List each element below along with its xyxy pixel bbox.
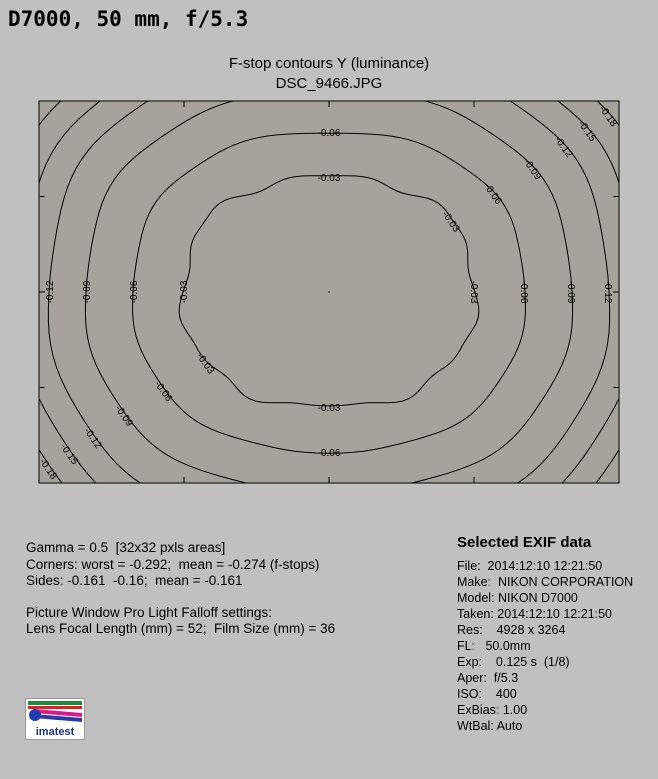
falloff-settings-text: Picture Window Pro Light Falloff settings: — [26, 604, 272, 620]
chart-subtitle: DSC_9466.JPG — [275, 75, 383, 92]
chart-title: F-stop contours Y (luminance) — [228, 55, 430, 72]
gamma-text: Gamma = 0.5 [32x32 pxls areas] — [26, 540, 226, 555]
contour-label: -0.09 — [565, 280, 576, 304]
contour-label: -0.06 — [317, 448, 341, 459]
corners-text: Corners: worst = -0.292; mean = -0.274 (f-stops) — [26, 556, 320, 572]
exif-line: Exp: 0.125 s (1/8) — [457, 655, 570, 669]
exif-line: WtBal: Auto — [457, 719, 523, 733]
contour-label: -0.03 — [179, 280, 190, 304]
contour-label: -0.03 — [317, 173, 341, 184]
contour-label: -0.06 — [317, 128, 341, 139]
contour-label: -0.12 — [45, 280, 56, 304]
contour-label: -0.03 — [193, 351, 217, 377]
contour-label: -0.18 — [596, 103, 619, 129]
exif-line: Res: 4928 x 3264 — [457, 623, 566, 637]
exif-line: File: 2014:12:10 12:21:50 — [457, 559, 603, 573]
exif-title: Selected EXIF data — [457, 534, 592, 551]
imatest-logo — [25, 698, 85, 740]
stats-panel — [26, 540, 335, 638]
page-title: D7000, 50 mm, f/5.3 — [8, 7, 249, 31]
exif-line: Model: NIKON D7000 — [457, 591, 578, 605]
contour-label: -0.15 — [575, 118, 598, 144]
contour-label: -0.12 — [602, 280, 613, 304]
contour-label: -0.03 — [439, 209, 462, 235]
contour-label: -0.06 — [151, 379, 175, 405]
contour-label: -0.15 — [57, 441, 80, 467]
logo-text: imatest — [35, 726, 75, 738]
contour-label: -0.03 — [468, 280, 479, 304]
contour-label: -0.09 — [82, 280, 93, 304]
center-dot — [328, 291, 329, 292]
contour-label: -0.06 — [518, 280, 529, 304]
exif-line: FL: 50.0mm — [457, 639, 531, 653]
contour-label: -0.09 — [521, 157, 544, 183]
sides-text: Sides: -0.161 -0.16; mean = -0.161 — [26, 573, 243, 588]
exif-line: Taken: 2014:12:10 12:21:50 — [457, 607, 612, 621]
contour-label: -0.06 — [129, 280, 140, 304]
contour-label: -0.06 — [481, 181, 504, 207]
exif-panel — [457, 558, 633, 734]
exif-line: ExBias: 1.00 — [457, 703, 528, 717]
exif-line: ISO: 400 — [457, 687, 517, 701]
contour-label: -0.03 — [317, 403, 341, 414]
exif-line: Make: NIKON CORPORATION — [457, 575, 634, 589]
contour-label: -0.09 — [112, 403, 135, 429]
exif-line: Aper: f/5.3 — [457, 671, 519, 685]
lens-settings-text: Lens Focal Length (mm) = 52; Film Size (mm) = 36 — [26, 621, 336, 636]
contour-label: -0.12 — [81, 425, 104, 451]
contour-label: -0.18 — [36, 456, 59, 482]
contour-label: -0.12 — [552, 134, 575, 160]
